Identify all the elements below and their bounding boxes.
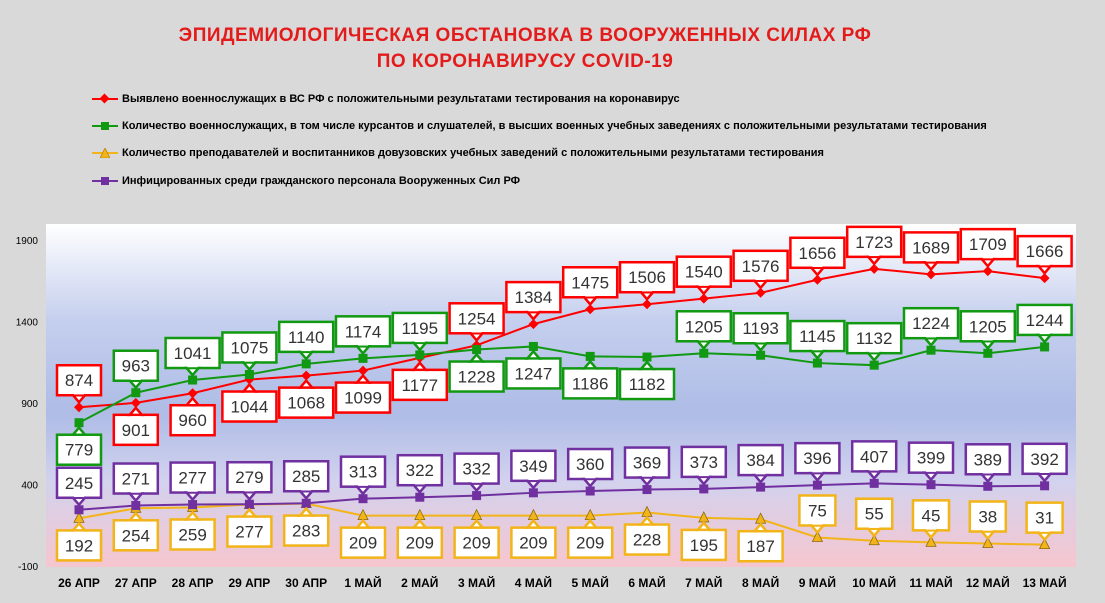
x-category-label: 28 АПР — [171, 576, 214, 590]
data-label-text: 1099 — [344, 388, 382, 408]
data-label-text: 1244 — [1025, 310, 1064, 330]
data-label-text: 389 — [973, 450, 1002, 470]
data-label-joint — [642, 526, 652, 528]
x-category-label: 7 МАЙ — [685, 576, 723, 590]
data-label-text: 195 — [689, 535, 718, 555]
y-tick-label: 400 — [21, 480, 38, 492]
data-label-text: 279 — [235, 468, 264, 488]
legend-label: Инфицированных среди гражданского персонала Вооруженных Сил РФ — [122, 175, 521, 187]
data-label-joint — [585, 370, 595, 372]
data-label-text: 1044 — [230, 397, 269, 417]
data-label-text: 1195 — [401, 318, 439, 338]
data-label-text: 1228 — [457, 367, 496, 387]
data-label-text: 360 — [576, 455, 605, 475]
x-category-label: 30 АПР — [285, 576, 328, 590]
x-category-label: 11 МАЙ — [909, 576, 953, 590]
data-label-text: 209 — [348, 533, 378, 553]
data-label-joint — [131, 522, 141, 524]
data-label-text: 259 — [178, 525, 207, 545]
data-label-joint — [756, 278, 766, 280]
y-tick-label: 1900 — [15, 236, 38, 247]
x-category-label: 26 АПР — [58, 576, 100, 590]
chart-title-line2: ПО КОРОНАВИРУСУ COVID-19 — [376, 51, 674, 72]
data-label-joint — [528, 360, 538, 362]
data-label-text: 1186 — [571, 374, 609, 394]
data-label-joint — [188, 407, 198, 409]
data-label-joint — [131, 378, 141, 380]
data-label-text: 1475 — [571, 273, 610, 293]
x-category-label: 12 МАЙ — [965, 576, 1010, 590]
data-label-joint — [188, 365, 198, 367]
data-label-text: 1247 — [514, 364, 553, 384]
data-label-text: 392 — [1030, 449, 1059, 469]
x-category-label: 10 МАЙ — [852, 576, 897, 590]
x-category-label: 2 МАЙ — [401, 576, 439, 590]
data-label-joint — [642, 370, 652, 372]
data-label-joint — [301, 389, 311, 391]
data-label-text: 1224 — [912, 314, 950, 334]
data-label-joint — [983, 471, 993, 473]
data-label-joint — [756, 472, 766, 474]
data-label-joint — [812, 522, 822, 524]
data-label-text: 209 — [576, 533, 605, 553]
data-label-joint — [244, 393, 254, 395]
data-label-joint — [869, 468, 879, 470]
data-label-text: 209 — [462, 533, 491, 553]
data-label-text: 1689 — [912, 238, 950, 258]
chart-title-line1: ЭПИДЕМИОЛОГИЧЕСКАЯ ОБСТАНОВКА В ВООРУЖЕННЫХ СИЛАХ РФ — [178, 25, 872, 46]
data-label-joint — [358, 529, 368, 531]
data-label-joint — [358, 484, 368, 486]
data-label-joint — [869, 526, 879, 528]
legend-label: Количество преподавателей и воспитанников довузовских учебных заведений с положительными результатами тестирования — [122, 147, 824, 159]
data-label-text: 254 — [121, 526, 150, 546]
data-label-text: 396 — [803, 449, 832, 469]
data-label-text: 369 — [632, 453, 662, 473]
data-label-text: 209 — [405, 533, 434, 553]
data-label-text: 1177 — [401, 375, 439, 395]
data-label-joint — [926, 335, 936, 337]
data-label-text: 209 — [519, 533, 548, 553]
data-label-joint — [188, 490, 198, 492]
data-label-joint — [472, 363, 482, 365]
data-label-joint — [528, 309, 538, 311]
data-label-text: 407 — [860, 447, 889, 467]
data-label-joint — [869, 254, 879, 256]
data-label-joint — [415, 371, 425, 373]
data-label-joint — [812, 265, 822, 267]
data-label-joint — [1040, 530, 1050, 532]
data-label-text: 31 — [1035, 508, 1055, 528]
data-label-text: 1193 — [742, 319, 779, 339]
data-label-joint — [585, 529, 595, 531]
data-label-text: 277 — [178, 468, 207, 488]
data-label-joint — [585, 476, 595, 478]
legend-label: Выявлено военнослужащих в ВС РФ с положительными результатами тестирования на коронавирус — [122, 93, 680, 105]
data-label-text: 1068 — [287, 393, 326, 413]
data-label-joint — [528, 529, 538, 531]
data-label-text: 187 — [746, 537, 775, 557]
data-label-text: 1384 — [514, 288, 553, 308]
data-label-text: 1205 — [968, 317, 1007, 337]
x-category-label: 9 МАЙ — [798, 576, 837, 590]
data-label-text: 349 — [519, 456, 548, 476]
x-category-label: 13 МАЙ — [1022, 576, 1067, 590]
data-label-joint — [415, 529, 425, 531]
x-category-label: 1 МАЙ — [344, 576, 382, 590]
data-label-joint — [74, 532, 84, 534]
data-label-text: 283 — [292, 521, 321, 541]
data-label-joint — [131, 416, 141, 418]
data-label-text: 373 — [689, 452, 718, 472]
data-label-text: 1174 — [344, 322, 382, 342]
data-label-text: 1656 — [798, 243, 837, 263]
data-label-joint — [642, 475, 652, 477]
data-label-joint — [926, 470, 936, 472]
data-label-text: 1506 — [628, 268, 666, 288]
data-label-text: 1666 — [1025, 242, 1064, 262]
data-label-text: 901 — [121, 420, 150, 440]
data-label-joint — [301, 488, 311, 490]
data-label-joint — [812, 348, 822, 350]
x-category-label: 5 МАЙ — [571, 576, 609, 590]
data-label-text: 55 — [864, 504, 884, 524]
x-category-label: 4 МАЙ — [514, 576, 553, 590]
data-label-joint — [699, 474, 709, 476]
data-label-text: 1140 — [287, 327, 325, 347]
data-label-joint — [244, 359, 254, 361]
data-label-joint — [74, 392, 84, 394]
data-label-joint — [415, 340, 425, 342]
data-label-joint — [585, 294, 595, 296]
data-label-text: 277 — [235, 522, 264, 542]
data-label-text: 1041 — [173, 344, 212, 364]
data-label-joint — [983, 338, 993, 340]
x-category-label: 3 МАЙ — [457, 576, 496, 590]
data-label-text: 38 — [978, 507, 998, 527]
data-label-joint — [415, 482, 425, 484]
data-label-text: 963 — [121, 356, 150, 376]
data-label-joint — [472, 529, 482, 531]
data-label-text: 322 — [405, 461, 434, 481]
data-label-joint — [642, 289, 652, 291]
x-category-label: 29 АПР — [228, 576, 271, 590]
data-label-joint — [926, 259, 936, 261]
data-label-joint — [699, 531, 709, 533]
data-label-text: 271 — [121, 469, 150, 489]
data-label-joint — [244, 489, 254, 491]
data-label-text: 285 — [292, 467, 321, 487]
data-label-text: 245 — [64, 473, 94, 493]
data-label-joint — [1040, 471, 1050, 473]
data-label-text: 1540 — [684, 262, 723, 282]
data-label-joint — [472, 481, 482, 483]
data-label-joint — [301, 517, 311, 519]
data-label-joint — [926, 527, 936, 529]
data-label-text: 1145 — [799, 327, 836, 347]
data-label-text: 332 — [462, 459, 491, 479]
x-category-label: 8 МАЙ — [741, 576, 780, 590]
legend-label: Количество военнослужащих, в том числе курсантов и слушателей, в высших военных учебных заведениях с положительными результатами тестирования — [122, 120, 987, 132]
data-label-text: 1132 — [855, 329, 893, 349]
data-label-text: 1205 — [684, 317, 723, 337]
data-label-text: 1723 — [855, 232, 894, 252]
data-label-text: 399 — [916, 448, 946, 468]
data-label-joint — [472, 330, 482, 332]
y-tick-label: -100 — [17, 562, 38, 573]
data-label-text: 313 — [348, 462, 378, 482]
data-label-joint — [188, 521, 198, 523]
data-label-text: 960 — [178, 411, 207, 431]
data-label-text: 45 — [921, 506, 941, 526]
data-label-text: 1182 — [628, 375, 666, 395]
data-label-joint — [528, 478, 538, 480]
data-label-joint — [983, 529, 993, 531]
data-label-text: 779 — [64, 440, 94, 460]
data-label-joint — [74, 436, 84, 438]
data-label-joint — [699, 338, 709, 340]
data-label-text: 384 — [746, 451, 775, 471]
data-label-text: 1075 — [230, 338, 269, 358]
y-tick-label: 1400 — [15, 317, 38, 329]
data-label-text: 1254 — [457, 309, 496, 329]
data-label-joint — [131, 491, 141, 493]
data-label-text: 75 — [807, 501, 827, 521]
data-label-text: 192 — [64, 536, 94, 556]
data-label-joint — [756, 340, 766, 342]
data-label-joint — [358, 343, 368, 345]
data-label-joint — [756, 533, 766, 535]
data-label-joint — [699, 284, 709, 286]
data-label-joint — [74, 495, 84, 497]
data-label-joint — [983, 256, 993, 258]
data-label-joint — [812, 470, 822, 472]
data-label-joint — [358, 384, 368, 386]
data-label-joint — [301, 349, 311, 351]
x-category-label: 6 МАЙ — [628, 576, 666, 590]
x-category-label: 27 АПР — [114, 576, 157, 590]
data-label-text: 874 — [64, 371, 94, 391]
data-label-joint — [869, 350, 879, 352]
data-label-joint — [244, 518, 254, 520]
y-tick-label: 900 — [21, 399, 38, 410]
data-label-joint — [1040, 263, 1050, 265]
data-label-joint — [1040, 332, 1050, 334]
data-label-text: 228 — [632, 530, 662, 550]
data-label-text: 1576 — [741, 256, 780, 276]
data-label-text: 1709 — [968, 235, 1007, 255]
